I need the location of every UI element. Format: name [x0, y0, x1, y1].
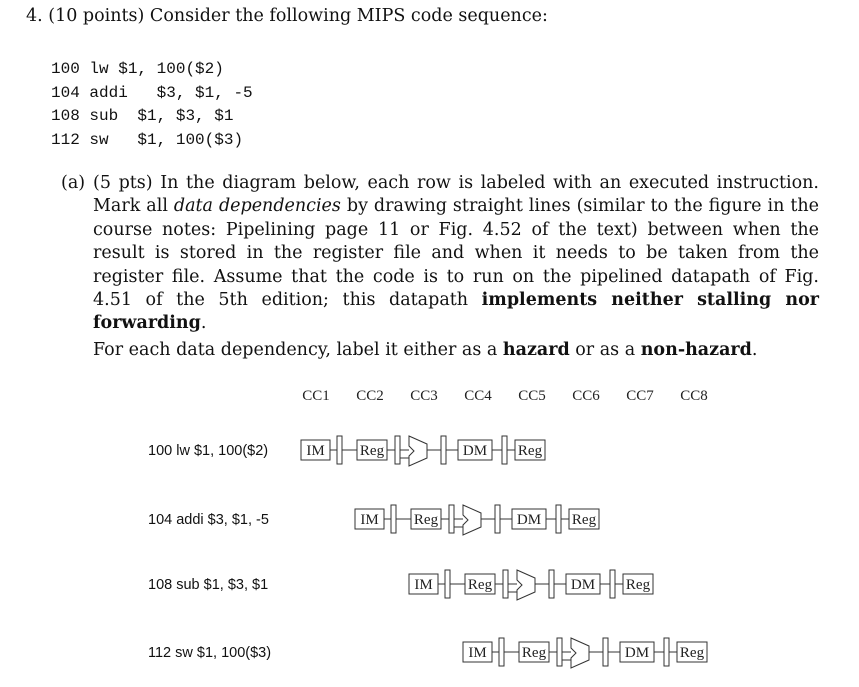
pipeline-register: [557, 638, 562, 666]
pipeline-register: [337, 436, 342, 464]
stage-dm-text: DM: [624, 645, 650, 661]
instr-bold: implements neither stalling nor forwarding: [93, 290, 819, 334]
pipeline-register: [603, 638, 608, 666]
pipeline-register: [391, 505, 396, 533]
followup-non-hazard: non-hazard: [640, 339, 752, 360]
stage-im-text: IM: [306, 443, 325, 459]
followup-text-3: .: [751, 339, 758, 360]
stage-reg-read-text: Reg: [467, 577, 493, 593]
code-addr: 100: [51, 60, 80, 78]
row-label-4: 112 sw $1, 100($3): [148, 645, 272, 661]
cc-label-3: CC3: [410, 388, 438, 404]
instr-text-1: (5 pts) In the diagram below, each row is labeled with an executed instruction. Mark all: [93, 173, 819, 217]
row-label-2: 104 addi $3, $1, -5: [148, 512, 269, 528]
cc-label-2: CC2: [356, 388, 384, 404]
stage-im-text: IM: [414, 577, 433, 593]
cc-label-1: CC1: [302, 388, 330, 404]
pipeline-register: [395, 436, 400, 464]
stage-reg-write-text: Reg: [679, 645, 705, 661]
followup-text-1: For each data dependency, label it either as a: [93, 339, 503, 360]
stage-reg-write-text: Reg: [571, 512, 597, 528]
instr-text-3: .: [200, 313, 207, 334]
stage-dm-text: DM: [462, 443, 488, 459]
cc-label-5: CC5: [518, 388, 546, 404]
alu-icon: [463, 505, 481, 535]
code-addr: 112: [51, 130, 80, 149]
code-instr: sub $1, $3, $1: [89, 107, 234, 125]
followup-hazard: hazard: [502, 339, 570, 360]
stage-reg-write-text: Reg: [517, 443, 543, 459]
code-instr: sw $1, 100($3): [89, 130, 244, 149]
cc-label-4: CC4: [464, 388, 492, 404]
stage-reg-write-text: Reg: [625, 577, 651, 593]
pipeline-register: [441, 436, 446, 464]
stage-dm-text: DM: [570, 577, 596, 593]
cc-label-8: CC8: [680, 388, 708, 404]
pipeline-register: [445, 570, 450, 598]
stage-reg-read-text: Reg: [521, 645, 547, 661]
pipeline-register: [556, 505, 561, 533]
pipeline-register: [664, 638, 669, 666]
pipeline-register: [495, 505, 500, 533]
instr-text-2: by drawing straight lines (similar to the figure in the course notes: Pipelining page 11 or Fig. 4.52 of the text) between when the result is stored in the register file and when it needs to be taken from the register file. Assume that the code is to run on the pipelined datapath of Fig. 4.51 of the 5th edition; this datapath: [93, 196, 819, 311]
pipeline-register: [503, 570, 508, 598]
pipeline-register: [549, 570, 554, 598]
row-label-3: 108 sub $1, $3, $1: [148, 577, 269, 593]
stage-reg-read-text: Reg: [359, 443, 385, 459]
cc-label-6: CC6: [572, 388, 600, 404]
code-instr: addi $3, $1, -5: [89, 83, 253, 102]
code-addr: 104: [51, 83, 80, 102]
stage-dm-text: DM: [516, 512, 542, 528]
stage-im-text: IM: [360, 512, 379, 528]
alu-icon: [409, 436, 427, 466]
question-title: 4. (10 points) Consider the following MIPS code sequence:: [26, 6, 548, 26]
part-a-label: (a): [61, 173, 86, 193]
alu-icon: [517, 570, 535, 600]
stage-im-text: IM: [468, 645, 487, 661]
stage-reg-read-text: Reg: [413, 512, 439, 528]
pipeline-register: [499, 638, 504, 666]
pipeline-register: [610, 570, 615, 598]
cc-label-7: CC7: [626, 388, 654, 404]
code-addr: 108: [51, 107, 80, 125]
pipeline-register: [449, 505, 454, 533]
followup-text-2: or as a: [569, 339, 641, 360]
instr-emphasis: data dependencies: [173, 196, 341, 217]
row-label-1: 100 lw $1, 100($2): [148, 443, 269, 459]
alu-icon: [571, 638, 589, 668]
code-instr: lw $1, 100($2): [89, 60, 224, 78]
pipeline-register: [502, 436, 507, 464]
